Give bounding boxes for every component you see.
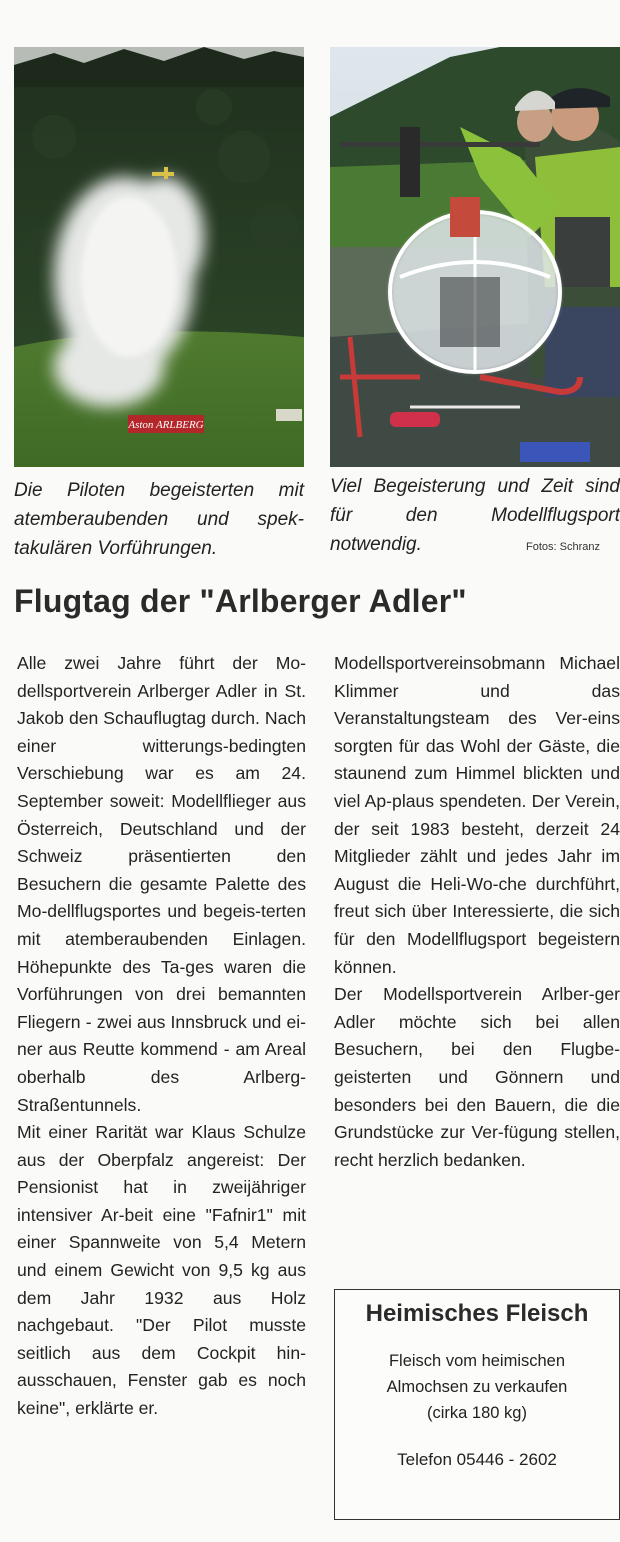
photo-caption-left: Die Piloten begeisterten mit atemberaubenden und spek-takulären Vorführungen.: [14, 480, 304, 559]
paragraph: Der Modellsportverein Arlber-ger Adler möchte sich bei allen Besuchern, bei den Flugbe-geisterten und Gönnern und besonders bei den Bauern, die die Grundstücke zur Ver-fügung stellen, recht herzlich bedanken.: [334, 984, 620, 1170]
article-headline: Flugtag der "Arlberger Adler": [14, 583, 467, 619]
photo-credit: Fotos: Schranz: [526, 541, 600, 553]
ad-line: (cirka 180 kg): [427, 1404, 527, 1422]
photo-smoke-helicopter: [14, 47, 304, 467]
paragraph: Mit einer Rarität war Klaus Schulze aus der Oberpfalz angereist: Der Pensionist hat in zweijähriger intensiver Ar-beit eine "Fafnir1" mit einer Spannweite von 5,4 Metern und einem Gewicht von 9,5 kg aus dem Jahr 1932 aus Holz nachgebaut. "Der Pilot musste seitlich aus dem Cockpit hin-ausschauen, Fenster gab es noch keine", erklärte er.: [17, 1122, 306, 1419]
paragraph: Alle zwei Jahre führt der Mo-dellsportverein Arlberger Adler in St. Jakob den Schauflugtag durch. Nach einer witterungs-bedingten Verschiebung war es am 24. September soweit: Modellflieger aus Österreich, Deutschland und der Schweiz präsentierten den Besuchern die gesamte Palette des Mo-dellflugsportes und begeis-terten mit atemberaubenden Einlagen. Höhepunkte des Ta-ges waren die Vorführungen von drei bemannten Fliegern - zwei aus Innsbruck und ei-ner aus Reutte kommend - am Areal oberhalb des Arlberg-Straßentunnels.: [17, 653, 306, 1115]
ad-phone: Telefon 05446 - 2602: [397, 1450, 557, 1469]
article-column-2: [334, 650, 620, 1174]
article-column-1: [17, 650, 306, 1423]
ad-line: Almochsen zu verkaufen: [386, 1378, 568, 1396]
ad-body: [335, 1348, 619, 1426]
photo-caption-right: Viel Begeisterung und Zeit sind für den Modellflugsport notwendig.: [330, 476, 620, 555]
banner-text: Aston ARLBERG: [128, 419, 204, 431]
photo-model-helicopter: [330, 47, 620, 467]
classified-ad: [334, 1289, 620, 1520]
paragraph: Modellsportvereinsobmann Michael Klimmer und das Veranstaltungsteam des Ver-eins sorgten für das Wohl der Gäste, die staunend zum Himmel blickten und viel Ap-plaus spendeten. Der Verein, der seit 1983 besteht, derzeit 24 Mitglieder zählt und jedes Jahr im August die Heli-Wo-che durchführt, freut sich über Interessierte, die sich für den Modellflugsport begeistern können.: [334, 653, 620, 977]
ad-line: Fleisch vom heimischen: [388, 1352, 566, 1370]
ad-title: Heimisches Fleisch: [365, 1300, 589, 1327]
